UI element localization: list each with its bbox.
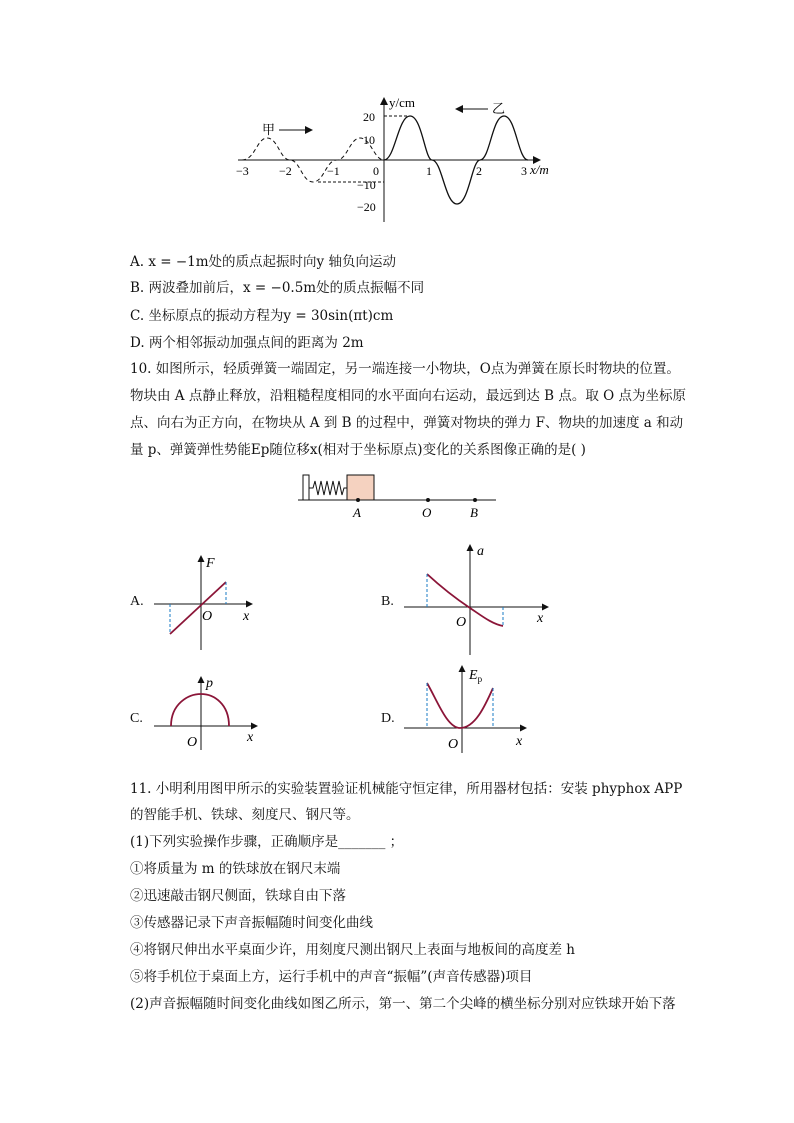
q11-line-5: ②迅速敲击钢尺侧面，铁球自由下落 <box>130 888 346 904</box>
y-tick-20: 20 <box>363 110 375 124</box>
q9-option-d: D. 两个相邻振动加强点间的距离为 2m <box>130 335 364 351</box>
x-axis-label: x/m <box>530 162 549 177</box>
q11-line-4: ①将质量为 m 的铁球放在钢尺末端 <box>130 861 341 877</box>
wave-jia-label: 甲 <box>262 122 276 137</box>
graph-a-y-label: F <box>206 556 215 571</box>
x-tick-neg1: −1 <box>327 164 340 178</box>
x-tick-neg2: −2 <box>279 164 292 178</box>
graph-a <box>150 550 260 650</box>
graph-c-y-label: p <box>206 676 213 691</box>
graph-c-option: C. <box>130 711 143 726</box>
graph-c-origin: O <box>187 735 198 750</box>
block <box>347 475 374 500</box>
wall <box>303 475 309 500</box>
graph-c <box>150 672 265 752</box>
wave-yi-label: 乙 <box>492 101 506 116</box>
graph-a-origin: O <box>202 609 213 624</box>
graph-b-origin: O <box>456 615 467 630</box>
point-a-dot <box>356 498 360 502</box>
q11-line-3: (1)下列实验操作步骤，正确顺序是_______ ； <box>130 834 404 850</box>
graph-b-option: B. <box>381 594 394 609</box>
x-tick-1: 1 <box>426 164 432 178</box>
graph-b <box>400 540 555 655</box>
y-tick-neg10: −10 <box>357 178 376 192</box>
x-tick-0: 0 <box>373 164 379 178</box>
y-axis-label: y/cm <box>389 95 415 110</box>
q10-line-1: 10. 如图所示，轻质弹簧一端固定，另一端连接一小物块，O点为弹簧在原长时物块的位置。 <box>130 361 680 377</box>
q11-line-7: ④将钢尺伸出水平桌面少许，用刻度尺测出钢尺上表面与地板间的高度差 h <box>130 942 575 958</box>
graph-a-option: A. <box>130 594 144 609</box>
point-b-dot <box>473 498 477 502</box>
y-tick-neg20: −20 <box>357 200 376 214</box>
q11-line-9: (2)声音振幅随时间变化曲线如图乙所示，第一、第二个尖峰的横坐标分别对应铁球开始下落 <box>130 996 676 1012</box>
q10-line-2: 物块由 A 点静止释放，沿粗糙程度相同的水平面向右运动，最远到达 B 点。取 O 点为坐标原 <box>130 388 686 404</box>
graph-a-curve <box>170 582 226 634</box>
y-tick-10: 10 <box>363 133 375 147</box>
q11-line-1: 11. 小明利用图甲所示的实验装置验证机械能守恒定律，所用器材包括：安装 phyphox APP <box>130 781 683 797</box>
x-tick-neg3: −3 <box>236 164 249 178</box>
graph-d-option: D. <box>381 711 395 726</box>
spring <box>309 481 347 495</box>
graph-b-x-label: x <box>537 611 544 626</box>
graph-c-curve <box>171 694 229 726</box>
point-a-label: A <box>353 505 361 520</box>
x-tick-3: 3 <box>521 164 527 178</box>
spring-block-figure <box>295 470 500 522</box>
point-b-label: B <box>470 505 478 520</box>
graph-c-x-label: x <box>247 730 254 745</box>
q10-line-3: 点、向右为正方向，在物块从 A 到 B 的过程中，弹簧对物块的弹力 F、物块的加速度 a 和动 <box>130 415 684 431</box>
graph-d-y-label: $E_p$ <box>469 668 483 684</box>
wave-figure <box>230 95 560 225</box>
q9-option-a: A. x = −1m处的质点起振时向y 轴负向运动 <box>130 254 396 270</box>
q10-line-4: 量 p、弹簧弹性势能Ep随位移x(相对于坐标原点)变化的关系图像正确的是( ) <box>130 442 586 458</box>
graph-d-curve <box>427 683 493 728</box>
q11-line-2: 的智能手机、铁球、刻度尺、钢尺等。 <box>130 807 360 823</box>
graph-b-y-label: a <box>477 544 484 559</box>
q11-line-8: ⑤将手机位于桌面上方，运行手机中的声音“振幅”(声音传感器)项目 <box>130 969 533 985</box>
point-o-label: O <box>422 505 432 520</box>
graph-a-x-label: x <box>243 609 250 624</box>
graph-d <box>400 660 535 755</box>
point-o-dot <box>426 498 430 502</box>
graph-d-x-label: x <box>516 734 523 749</box>
q9-option-b: B. 两波叠加前后，x = −0.5m处的质点振幅不同 <box>130 280 425 296</box>
graph-d-origin: O <box>448 737 459 752</box>
x-tick-2: 2 <box>476 164 482 178</box>
q9-option-c: C. 坐标原点的振动方程为y = 30sin(πt)cm <box>130 308 394 324</box>
q11-line-6: ③传感器记录下声音振幅随时间变化曲线 <box>130 915 373 931</box>
